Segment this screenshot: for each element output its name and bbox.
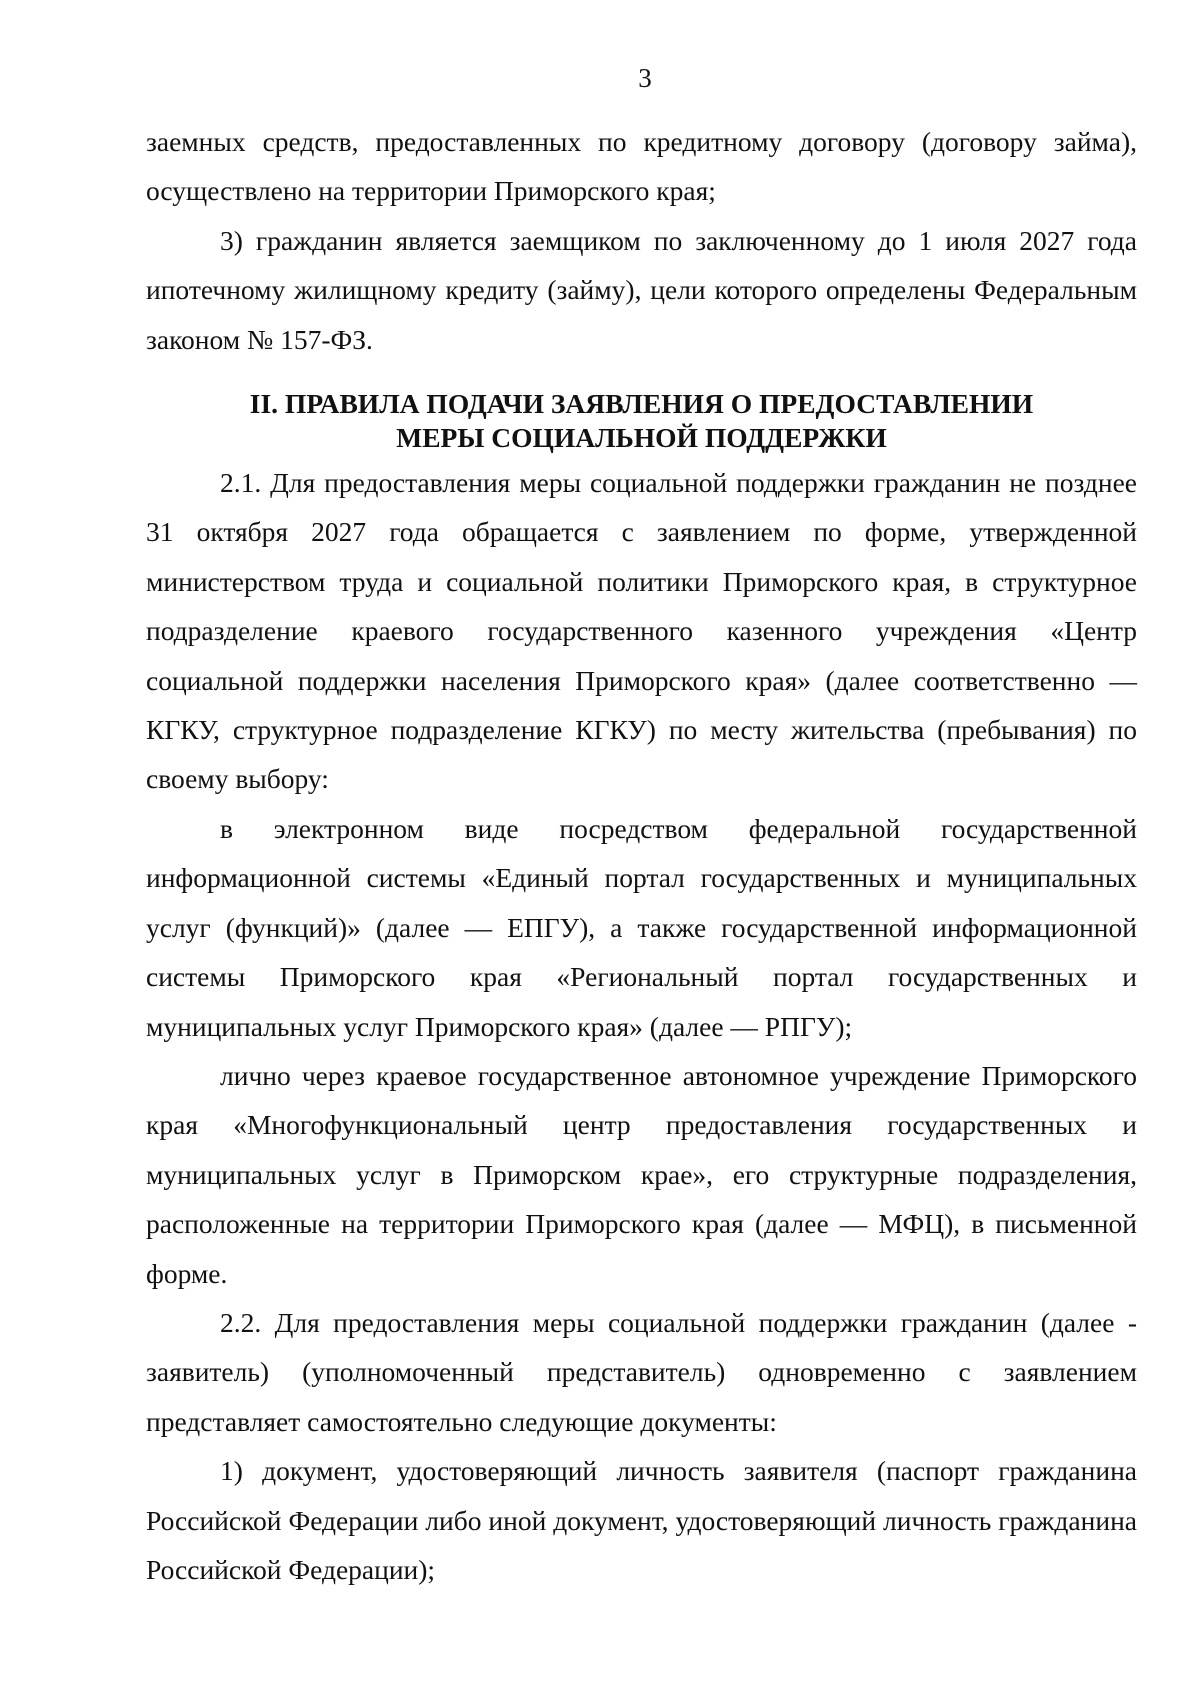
paragraph-item-3: 3) гражданин является заемщиком по заключенному до 1 июля 2027 года ипотечному жилищному кредиту (займу), цели которого определены Федеральным законом № 157-ФЗ. <box>146 224 1137 355</box>
page-number: 3 <box>638 63 652 93</box>
section-heading-line-2: МЕРЫ СОЦИАЛЬНОЙ ПОДДЕРЖКИ <box>396 422 887 454</box>
document-body <box>146 117 1137 1594</box>
paragraph-in-person-submission: лично через краевое государственное автономное учреждение Приморского края «Многофункциональный центр предоставления государственных и муниципальных услуг в Приморском крае», его структурные подразделения, расположенные на территории Приморского края (далее — МФЦ), в письменной форме. <box>146 1059 1137 1289</box>
paragraph-continuation: заемных средств, предоставленных по кредитному договору (договору займа), осуществлено на территории Приморского края; <box>146 126 1137 207</box>
section-heading <box>146 387 1137 455</box>
paragraph-electronic-submission: в электронном виде посредством федеральной государственной информационной системы «Единый портал государственных и муниципальных услуг (функций)» (далее — ЕПГУ), а также государственной информационной системы Приморского края «Региональный портал государственных и муниципальных услуг Приморского края» (далее — РПГУ); <box>146 812 1137 1042</box>
paragraph-2-2: 2.2. Для предоставления меры социальной поддержки гражданин (далее - заявитель) (уполномоченный представитель) одновременно с заявлением представляет самостоятельно следующие документы: <box>146 1306 1137 1437</box>
paragraph-document-1: 1) документ, удостоверяющий личность заявителя (паспорт гражданина Российской Федерации либо иной документ, удостоверяющий личность гражданина Российской Федерации); <box>146 1455 1137 1585</box>
paragraph-2-1: 2.1. Для предоставления меры социальной поддержки гражданин не позднее 31 октября 2027 года обращается с заявлением по форме, утвержденной министерством труда и социальной политики Приморского края, в структурное подразделение краевого государственного казенного учреждения «Центр социальной поддержки населения Приморского края» (далее соответственно — КГКУ, структурное подразделение КГКУ) по месту жительства (пребывания) по своему выбору: <box>146 467 1137 795</box>
section-heading-line-1: II. ПРАВИЛА ПОДАЧИ ЗАЯВЛЕНИЯ О ПРЕДОСТАВЛЕНИИ <box>249 388 1034 420</box>
